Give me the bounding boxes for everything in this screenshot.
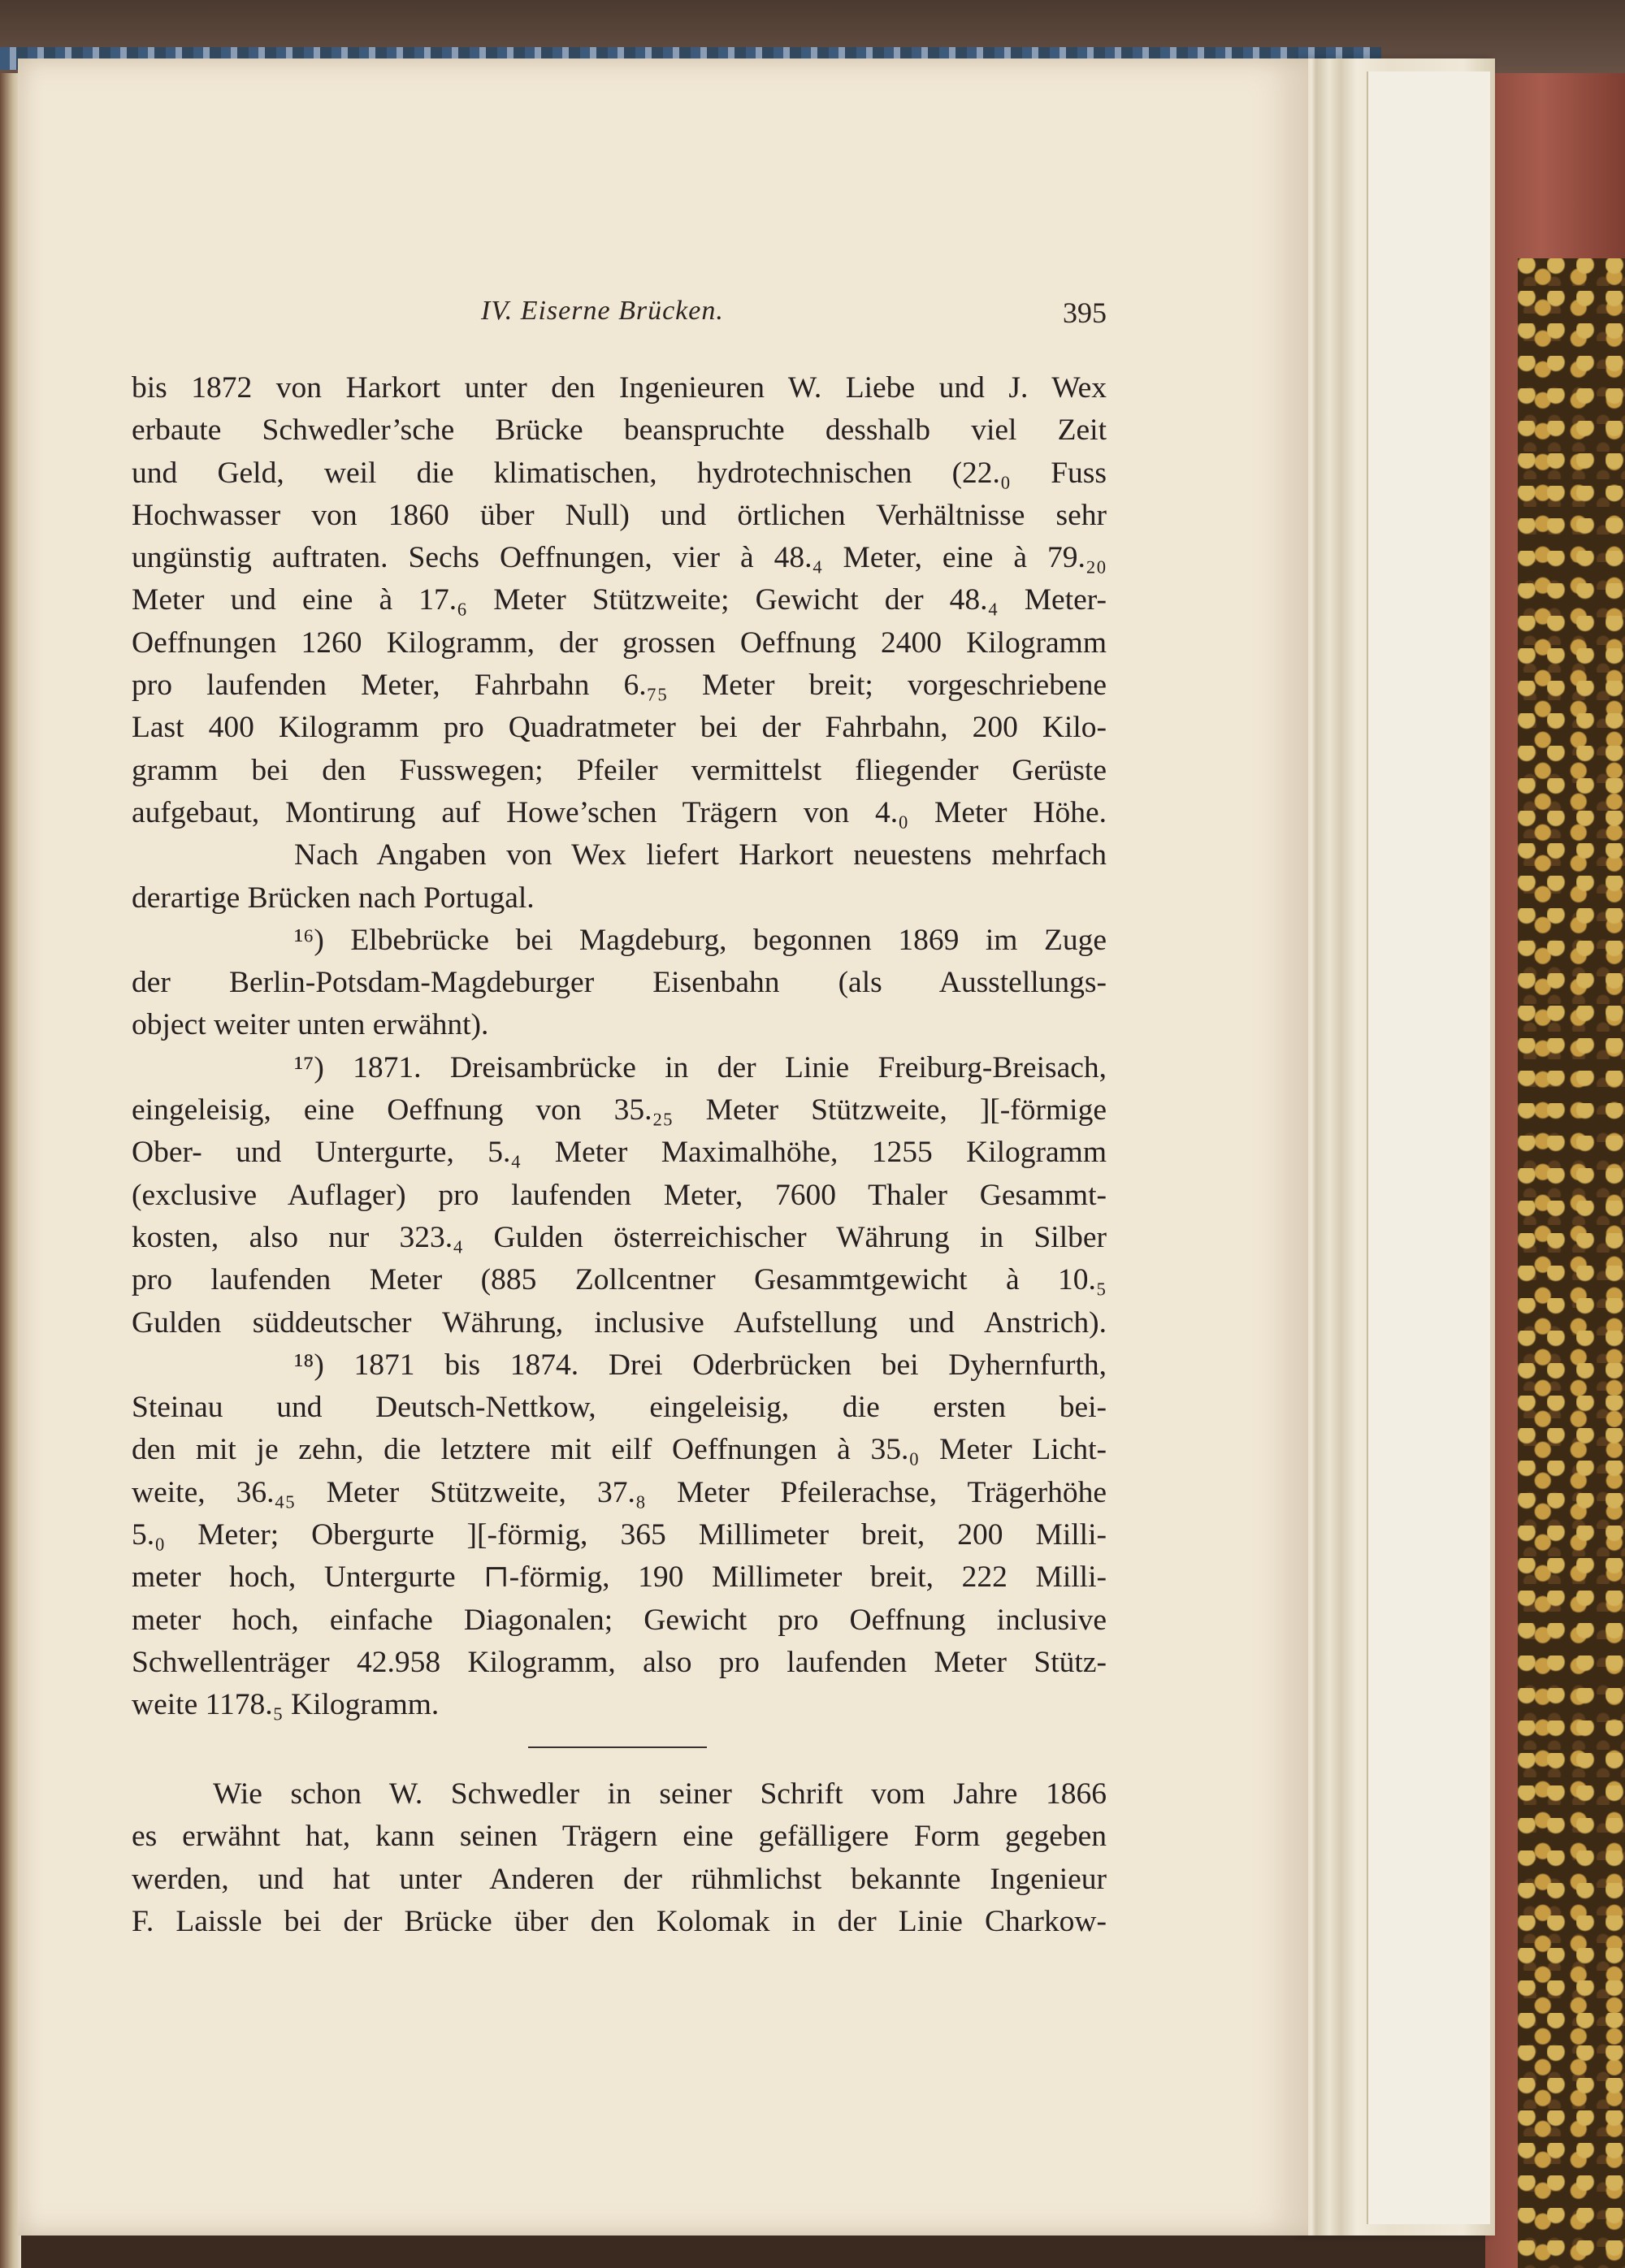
text-line: Wie schon W. Schwedler in seiner Schrift vom Jahre 1866 — [213, 1777, 1107, 1811]
text-line: pro laufenden Meter (885 Zollcentner Gesammtgewicht à 10.₅ — [132, 1263, 1107, 1297]
running-title: IV. Eiserne Brücken. — [481, 296, 724, 326]
text-line: meter hoch, einfache Diagonalen; Gewicht pro Oeffnung inclusive — [132, 1603, 1107, 1637]
text-line: Last 400 Kilogramm pro Quadratmeter bei der Fahrbahn, 200 Kilo- — [132, 711, 1107, 745]
text-line: object weiter unten erwähnt). — [132, 1008, 489, 1042]
text-line: gramm bei den Fusswegen; Pfeiler vermittelst fliegender Gerüste — [132, 753, 1107, 787]
text-line: bis 1872 von Harkort unter den Ingenieuren W. Liebe und J. Wex — [132, 371, 1107, 405]
text-line: Oeffnungen 1260 Kilogramm, der grossen Oeffnung 2400 Kilogramm — [132, 625, 1107, 660]
text-line: 5.₀ Meter; Obergurte ][-förmig, 365 Millimeter breit, 200 Milli- — [132, 1518, 1107, 1552]
text-line: den mit je zehn, die letztere mit eilf Oeffnungen à 35.₀ Meter Licht- — [132, 1433, 1107, 1467]
text-line: aufgebaut, Montirung auf Howe’schen Trägern von 4.₀ Meter Höhe. — [132, 795, 1107, 829]
text-line: und Geld, weil die klimatischen, hydrotechnischen (22.₀ Fuss — [132, 456, 1107, 490]
text-line: weite 1178.₅ Kilogramm. — [132, 1688, 440, 1722]
text-line: weite, 36.₄₅ Meter Stützweite, 37.₈ Meter Pfeilerachse, Trägerhöhe — [132, 1475, 1107, 1509]
footnote-17: ¹⁷) 1871. Dreisambrücke in der Linie Freiburg-Breisach, — [294, 1050, 1107, 1084]
text-line: pro laufenden Meter, Fahrbahn 6.₇₅ Meter breit; vorgeschriebene — [132, 669, 1107, 703]
text-line: Gulden süddeutscher Währung, inclusive Aufstellung und Anstrich). — [132, 1305, 1107, 1340]
text-line: (exclusive Auflager) pro laufenden Meter, 7600 Thaler Gesammt- — [132, 1178, 1107, 1212]
text-line: Nach Angaben von Wex liefert Harkort neuestens mehrfach — [294, 838, 1107, 872]
text-line: Hochwasser von 1860 über Null) und örtlichen Verhältnisse sehr — [132, 498, 1107, 532]
footnote-18: ¹⁸) 1871 bis 1874. Drei Oderbrücken bei Dyhernfurth, — [294, 1348, 1107, 1382]
text-line: eingeleisig, eine Oeffnung von 35.₂₅ Meter Stützweite, ][-förmige — [132, 1093, 1107, 1128]
footnote-16: ¹⁶) Elbebrücke bei Magdeburg, begonnen 1869 im Zuge — [294, 923, 1107, 957]
text-line: derartige Brücken nach Portugal. — [132, 881, 535, 915]
text-line: es erwähnt hat, kann seinen Trägern eine gefälligere Form gegeben — [132, 1820, 1107, 1854]
text-line: erbaute Schwedler’sche Brücke beanspruchte desshalb viel Zeit — [132, 413, 1107, 448]
text-line: Steinau und Deutsch-Nettkow, eingeleisig, die ersten bei- — [132, 1391, 1107, 1425]
text-line: ungünstig auftraten. Sechs Oeffnungen, vier à 48.₄ Meter, eine à 79.₂₀ — [132, 541, 1107, 575]
text-line: F. Laissle bei der Brücke über den Kolomak in der Linie Charkow- — [132, 1904, 1107, 1938]
page-number: 395 — [1063, 296, 1107, 329]
text-line: kosten, also nur 323.₄ Gulden österreichischer Währung in Silber — [132, 1220, 1107, 1254]
text-line: Ober- und Untergurte, 5.₄ Meter Maximalhöhe, 1255 Kilogramm — [132, 1136, 1107, 1170]
text-line: meter hoch, Untergurte ⊓-förmig, 190 Millimeter breit, 222 Milli- — [132, 1560, 1107, 1595]
inner-leaf — [1367, 71, 1490, 2224]
text-line: Meter und eine à 17.₆ Meter Stützweite; Gewicht der 48.₄ Meter- — [132, 583, 1107, 617]
section-divider — [528, 1746, 707, 1748]
text-line: werden, und hat unter Anderen der rühmlichst bekannte Ingenieur — [132, 1862, 1107, 1896]
text-line: der Berlin-Potsdam-Magdeburger Eisenbahn (als Ausstellungs- — [132, 966, 1107, 1000]
marbled-endpaper — [1518, 258, 1625, 2268]
page-header — [132, 296, 1107, 336]
body-text — [132, 367, 1107, 1727]
text-line: Schwellenträger 42.958 Kilogramm, also pro laufenden Meter Stütz- — [132, 1645, 1107, 1679]
body-text-continued — [132, 1773, 1107, 1943]
